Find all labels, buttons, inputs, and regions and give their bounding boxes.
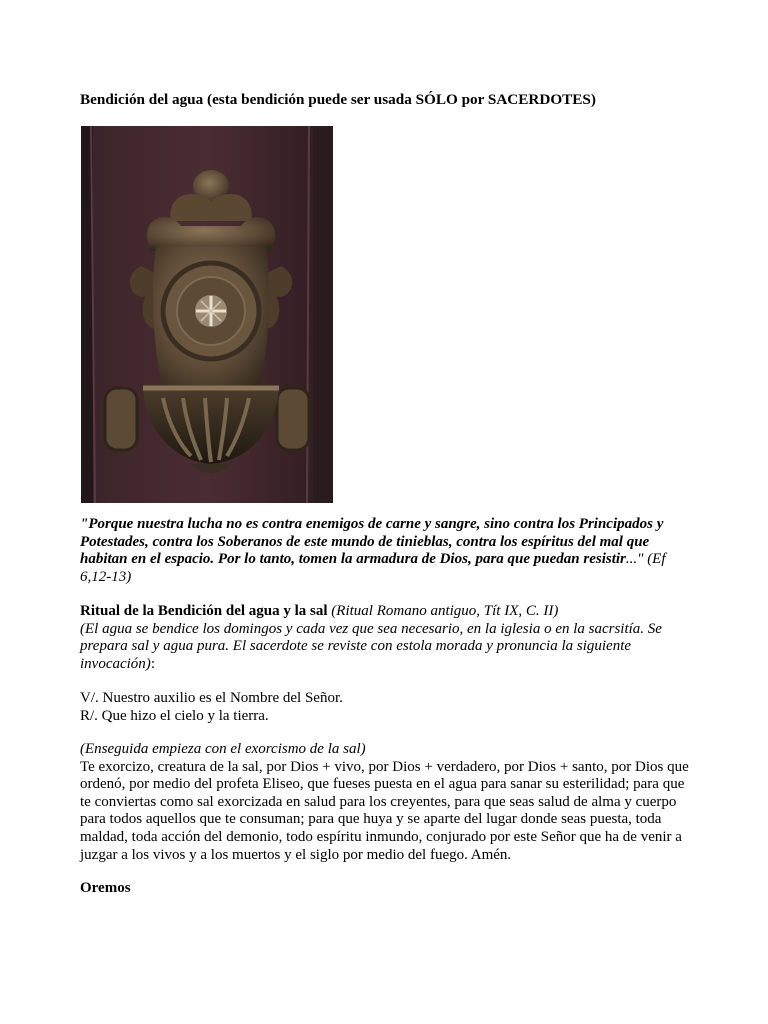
ritual-heading: Ritual de la Bendición del agua y la sal [80, 603, 328, 619]
response: R/. Que hizo el cielo y la tierra. [80, 707, 269, 724]
quote-citation-start: ..." (Ef [625, 551, 666, 568]
holy-water-font-photo [81, 126, 333, 503]
versicle-response [80, 690, 680, 725]
ritual-instruction: prepara sal y agua pura. El sacerdote se reviste con estola morada y pronuncia la siguiente [80, 638, 632, 655]
quote-line: habitan en el espacio. Por lo tanto, tomen la armadura de Dios, para que puedan resistir [80, 551, 626, 568]
exorcism-line: Te exorcizo, creatura de la sal, por Dios + vivo, por Dios + verdadero, por Dios + santo, por Dios que [80, 758, 689, 775]
ritual-instruction: invocación) [80, 655, 151, 672]
ritual-instruction: (El agua se bendice los domingos y cada vez que sea necesario, en la iglesia o en la sacrsitía. Se [80, 620, 662, 637]
ritual-colon: : [150, 655, 155, 672]
exorcism-rubric: (Enseguida empieza con el exorcismo de la sal) [80, 741, 366, 757]
quote-citation-end: 6,12-13) [80, 568, 132, 585]
exorcism-line: te conviertas como sal exorcizada en salud para los creyentes, para que seas salud de alma y cuerpo [80, 793, 677, 810]
salt-exorcism [80, 741, 694, 864]
oremos-heading: Oremos [80, 880, 131, 896]
quote-line-composite [80, 551, 680, 569]
exorcism-line: juzgar a los vivos y a los muertos y el siglo por medio del fuego. Amén. [80, 846, 512, 863]
ritual-heading-line [80, 603, 680, 621]
scripture-quote [80, 516, 680, 586]
document-title: Bendición del agua (esta bendición puede ser usada SÓLO por SACERDOTES) [80, 91, 596, 108]
quote-line: "Porque nuestra lucha no es contra enemigos de carne y sangre, sino contra los Principados y [80, 516, 664, 532]
versicle: V/. Nuestro auxilio es el Nombre del Señor. [80, 690, 343, 706]
exorcism-line: maldad, toda acción del demonio, todo espíritu inmundo, conjurado por este Señor que ha de venir a [80, 828, 682, 845]
exorcism-line: ordenó, por medio del profeta Eliseo, que fueses puesta en el agua para sanar su esterilidad; para que [80, 776, 685, 793]
ritual-section [80, 603, 680, 673]
quote-line: Potestades, contra los Soberanos de este mundo de tinieblas, contra los espíritus del mal que [80, 533, 650, 550]
ritual-source: (Ritual Romano antiguo, Tít IX, C. II) [331, 603, 559, 619]
ritual-instruction-end [80, 656, 680, 674]
exorcism-line: para todos aquellos que te consuman; para que huya y se aparte del lugar donde seas puesta, toda [80, 811, 662, 828]
